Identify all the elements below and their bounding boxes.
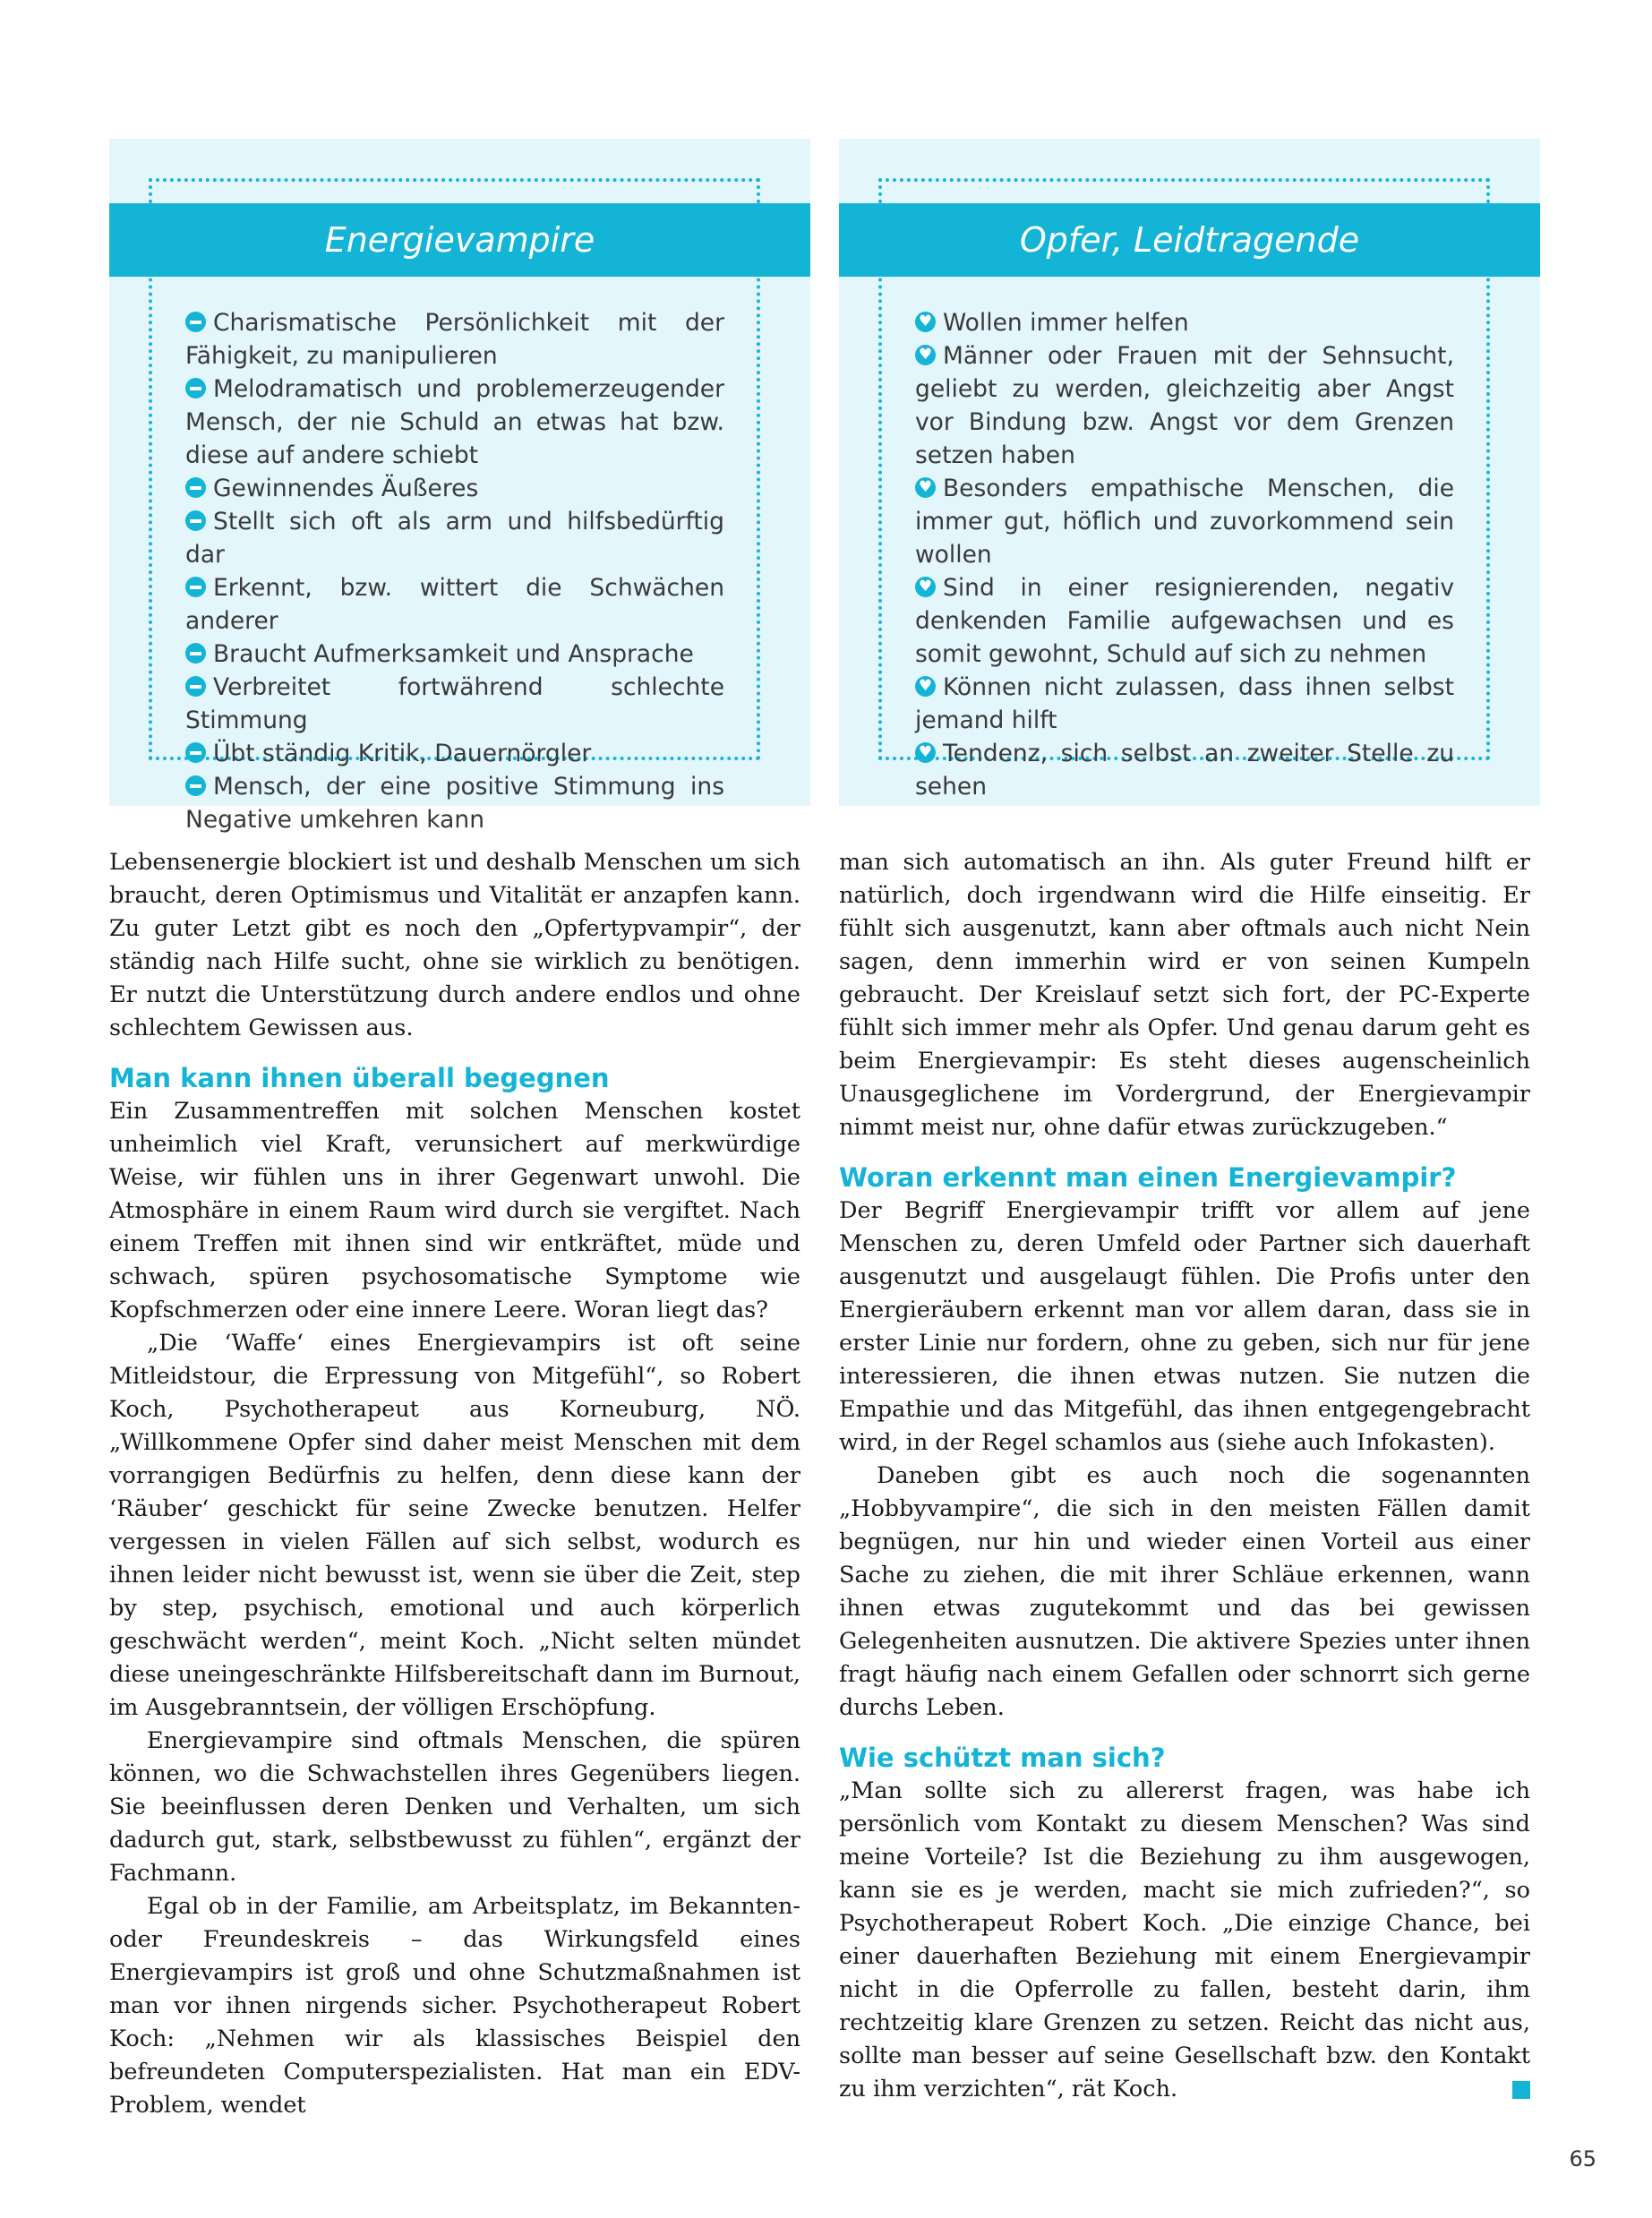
- paragraph: „Man sollte sich zu allererst fragen, was habe ich persönlich vom Kontakt zu diesem Menschen? Was sind meine Vorteile? Ist die Beziehung zu ihm ausgewogen, kann sie es je werden, macht sie mich zufrieden?“, so Psychotherapeut Robert Koch. „Die einzige Chance, bei einer dauerhaften Beziehung mit einem Energievampir nicht in die Opferrolle zu fallen, besteht darin, ihm rechtzeitig klare Grenzen zu setzen. Reicht das nicht aus, sollte man besser auf seine Gesellschaft bzw. den Kontakt zu ihm verzichten“, rät Koch.: [839, 1777, 1530, 2102]
- list-item: ♥Können nicht zulassen, dass ihnen selbst jemand hilft: [915, 671, 1454, 737]
- minus-circle-icon: [185, 577, 206, 597]
- heart-circle-icon: [915, 577, 936, 597]
- paragraph: „Die ‘Waffe‘ eines Energievampirs ist oft seine Mitleidstour, die Erpressung von Mitgefühl“, so Robert Koch, Psychotherapeut aus Korneuburg, NÖ. „Willkommene Opfer sind daher meist Menschen mit dem vorrangigen Bedürfnis zu helfen, denn diese kann der ‘Räuber‘ geschickt für seine Zwecke benutzen. Helfer vergessen in vielen Fällen auf sich selbst, wodurch es ihnen leider nicht bewusst ist, wenn sie über die Zeit, step by step, psychisch, emotional und auch körperlich geschwächt werden“, meint Koch. „Nicht selten mündet diese uneingeschränkte Hilfsbereitschaft dann im Burnout, im Ausgebranntsein, der völligen Erschöpfung.: [109, 1330, 800, 1721]
- minus-circle-icon: [185, 477, 206, 498]
- paragraph: Ein Zusammentreffen mit solchen Menschen kostet unheimlich viel Kraft, verunsichert auf merkwürdige Weise, wir fühlen uns in ihrer Gegenwart unwohl. Die Atmosphäre in einem Raum wird durch sie vergiftet. Nach einem Treffen mit ihnen sind wir entkräftet, müde und schwach, spüren psychosomatische Symptome wie Kopfschmerzen oder eine innere Leere. Woran liegt das?: [109, 1098, 800, 1323]
- list-item: ♥Tendenz, sich selbst an zweiter Stelle zu sehen: [915, 737, 1454, 803]
- minus-circle-icon: [185, 378, 206, 398]
- heart-circle-icon: [915, 477, 936, 498]
- infobox-list: [185, 306, 724, 836]
- page-number: 65: [1569, 2146, 1596, 2171]
- minus-circle-icon: [185, 312, 206, 332]
- section-heading: Woran erkennt man einen Energievampir?: [839, 1162, 1457, 1193]
- section-heading: Wie schützt man sich?: [839, 1743, 1166, 1773]
- section-heading: Man kann ihnen überall begegnen: [109, 1063, 610, 1093]
- infobox-energievampire: [109, 139, 810, 834]
- minus-circle-icon: [185, 510, 206, 531]
- article-column-right: [839, 846, 1530, 2106]
- heart-circle-icon: [915, 312, 936, 332]
- paragraph: man sich automatisch an ihn. Als guter Freund hilft er natürlich, doch irgendwann wird die Hilfe einseitig. Er fühlt sich ausgenutzt, kann aber oftmals auch nicht Nein sagen, denn immerhin wird er von seinen Kumpeln gebraucht. Der Kreislauf setzt sich fort, der PC-Experte fühlt sich immer mehr als Opfer. Und genau darum geht es beim Energievampir: Es steht dieses augenscheinlich Unausgeglichene im Vordergrund, der Energievampir nimmt meist nur, ohne dafür etwas zurückzugeben.“: [839, 849, 1530, 1141]
- infobox-opfer: [839, 139, 1540, 806]
- list-item: ♥Wollen immer helfen: [915, 306, 1454, 339]
- list-item: Braucht Aufmerksamkeit und Ansprache: [185, 638, 724, 671]
- paragraph: Energievampire sind oftmals Menschen, die spüren können, wo die Schwachstellen ihres Gegenübers liegen. Sie beeinflussen deren Denken und Verhalten, um sich dadurch gut, stark, selbstbewusst zu fühlen“, ergänzt der Fachmann.: [109, 1727, 800, 1887]
- infobox-title: Energievampire: [109, 203, 810, 277]
- heart-circle-icon: [915, 345, 936, 365]
- minus-circle-icon: [185, 676, 206, 697]
- list-item: ♥Besonders empathische Menschen, die immer gut, höflich und zuvorkommend sein wollen: [915, 472, 1454, 571]
- minus-circle-icon: [185, 643, 206, 664]
- list-item: Gewinnendes Äußeres: [185, 472, 724, 505]
- list-item: Mensch, der eine positive Stimmung ins Negative umkehren kann: [185, 773, 724, 834]
- list-item: Erkennt, bzw. wittert die Schwächen anderer: [185, 574, 724, 635]
- paragraph: Lebensenergie blockiert ist und deshalb Menschen um sich braucht, deren Optimismus und Vitalität er anzapfen kann. Zu guter Letzt gibt es noch den „Opfertypvampir“, der ständig nach Hilfe sucht, ohne sie wirklich zu benötigen. Er nutzt die Unterstützung durch andere endlos und ohne schlechtem Gewissen aus.: [109, 849, 800, 1041]
- minus-circle-icon: [185, 742, 206, 763]
- list-item: ♥Männer oder Frauen mit der Sehnsucht, geliebt zu werden, gleichzeitig aber Angst vor Bindung bzw. Angst vor dem Grenzen setzen haben: [915, 339, 1454, 472]
- list-item: ♥Sind in einer resignierenden, negativ denkenden Familie aufgewachsen und es somit gewohnt, Schuld auf sich zu nehmen: [915, 571, 1454, 671]
- infobox-list: [915, 306, 1454, 803]
- paragraph: Der Begriff Energievampir trifft vor allem auf jene Menschen zu, deren Umfeld oder Partner sich dauerhaft ausgenutzt und ausgelaugt fühlen. Die Profis unter den Energieräubern erkennt man vor allem daran, dass sie in erster Linie nur fordern, ohne zu geben, sich nur für jene interessieren, die ihnen etwas nutzen. Sie nutzen die Empathie und das Mitgefühl, das ihnen entgegengebracht wird, in der Regel schamlos aus (siehe auch Infokasten).: [839, 1197, 1530, 1456]
- list-item: Übt ständig Kritik, Dauernörgler: [185, 737, 724, 770]
- article-column-left: [109, 846, 800, 2122]
- heart-circle-icon: [915, 742, 936, 763]
- list-item: Stellt sich oft als arm und hilfsbedürftig dar: [185, 508, 724, 569]
- list-item: Melodramatisch und problemerzeugender Mensch, der nie Schuld an etwas hat bzw. diese auf andere schiebt: [185, 375, 724, 469]
- paragraph: Daneben gibt es auch noch die sogenannten „Hobbyvampire“, die sich in den meisten Fällen damit begnügen, nur hin und wieder einen Vorteil aus einer Sache zu ziehen, die mit ihrer Schläue erkennen, wann ihnen etwas zugutekommt und das bei gewissen Gelegenheiten ausnutzen. Die aktivere Spezies unter ihnen fragt häufig nach einem Gefallen oder schnorrt sich gerne durchs Leben.: [839, 1462, 1530, 1721]
- heart-circle-icon: [915, 676, 936, 697]
- infobox-title: Opfer, Leidtragende: [839, 203, 1540, 277]
- square-end-mark-icon: [1512, 2081, 1530, 2099]
- paragraph: Egal ob in der Familie, am Arbeitsplatz, im Bekannten- oder Freundeskreis – das Wirkungsfeld eines Energievampirs ist groß und ohne Schutzmaßnahmen ist man vor ihnen nirgends sicher. Psychotherapeut Robert Koch: „Nehmen wir als klassisches Beispiel den befreundeten Computerspezialisten. Hat man ein EDV-Problem, wendet: [109, 1893, 800, 2119]
- list-item: Verbreitet fortwährend schlechte Stimmung: [185, 673, 724, 734]
- list-item: Charismatische Persönlichkeit mit der Fähigkeit, zu manipulieren: [185, 309, 724, 370]
- minus-circle-icon: [185, 775, 206, 796]
